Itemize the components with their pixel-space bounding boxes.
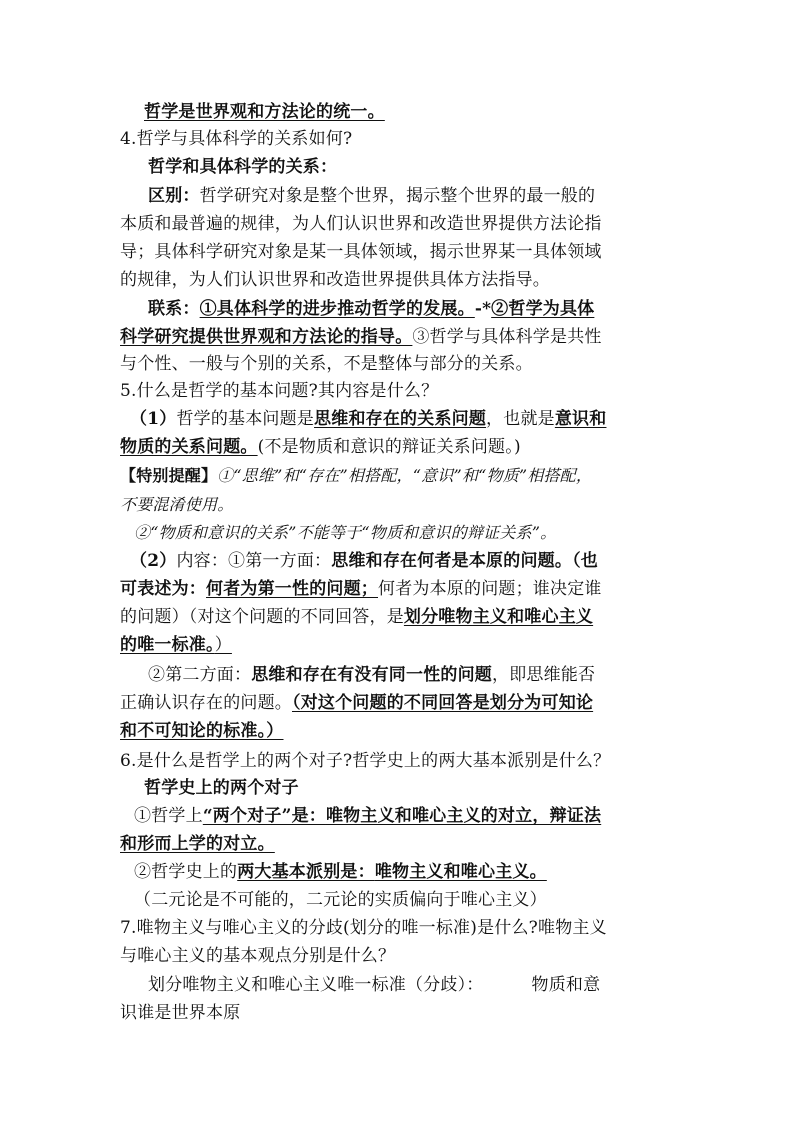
text-span: 识谁是世界本原 <box>120 1003 241 1023</box>
text-span: 的唯一标准。 <box>120 635 215 655</box>
text-line <box>120 434 680 460</box>
text-span: 物质和意 <box>531 975 601 995</box>
text-line <box>148 662 708 688</box>
text-line <box>120 690 680 716</box>
text-span: 思维和存在有没有同一性的问题 <box>251 665 493 685</box>
text-line <box>134 803 694 829</box>
reminder-label: 【特别提醒】 <box>120 466 218 485</box>
text-span: (不是物质和意识的辩证关系问题。) <box>257 437 521 457</box>
text-line <box>120 604 680 630</box>
question-heading <box>120 378 680 404</box>
text-span: 5.什么是哲学的基本问题?其内容是什么？ <box>120 381 439 401</box>
text-line <box>120 718 680 744</box>
text-span: （也 <box>572 551 598 571</box>
text-line <box>148 972 708 998</box>
text-line <box>120 1000 680 1026</box>
text-span: 6.是什么是哲学上的两个对子?哲学史上的两大基本派别是什么？ <box>120 751 611 771</box>
text-span: 可表述为： <box>120 579 206 599</box>
text-span: 7.唯物主义与唯心主义的分歧(划分的唯一标准)是什么?唯物主义 <box>120 918 607 938</box>
text-span: ②哲学为具体 <box>491 299 595 319</box>
text-span: 唯物主义和唯心主义。 <box>374 862 547 882</box>
text-span: 联系： <box>148 299 200 319</box>
text-span: 划分唯物主义和唯心主义 <box>403 607 594 627</box>
text-span: 科学研究提供世界观和方法论的指导。 <box>120 327 413 347</box>
text-span: 唯物主义和唯心主义的对立，辩证法 <box>325 806 602 826</box>
text-span: 和不可知论的标准。） <box>120 721 284 741</box>
text-span: 的规律，为人们认识世界和改造世界提供具体方法指导。 <box>120 270 550 290</box>
text-span: 哲学史上的两个对子 <box>144 778 299 798</box>
text-span: ②哲学史上的 <box>134 862 238 882</box>
text-span: ） <box>214 635 232 655</box>
text-span: 哲学和具体科学的关系： <box>148 157 338 177</box>
text-span: 物质的关系问题。 <box>120 437 258 457</box>
text-line <box>130 548 690 574</box>
text-span: 思维和存在何者是本原的问题。 <box>331 551 573 571</box>
text-span: ①哲学上 <box>134 806 203 826</box>
text-span: 何者为第一性的问题； <box>206 579 378 599</box>
text-span: （对这个问题的不同回答是划分为可知论 <box>292 693 594 713</box>
text-span: ②第二方面： <box>148 665 252 685</box>
text-span: ①“思维”和“存在”相搭配，“意识”和“物质”相搭配， <box>217 466 593 485</box>
reminder-line <box>120 463 680 489</box>
text-span: 正确认识存在的问题。 <box>120 693 292 713</box>
text-line <box>134 520 694 546</box>
text-line <box>120 239 680 265</box>
text-span: ②“物质和意识的关系”不能等于“物质和意识的辩证关系”。 <box>134 523 557 542</box>
text-line <box>120 351 680 377</box>
text-line <box>130 406 690 432</box>
text-line <box>120 324 680 350</box>
text-line <box>144 99 704 125</box>
text-line <box>148 296 708 322</box>
text-line <box>134 887 694 913</box>
text-line <box>134 859 694 885</box>
text-span: 哲学的基本问题是 <box>176 409 315 429</box>
question-heading <box>120 126 680 152</box>
text-span: -* <box>474 299 492 319</box>
text-span: （二元论是不可能的，二元论的实质偏向于唯心主义） <box>134 890 547 910</box>
text-span: 划分唯物主义和唯心主义唯一标准（分歧）： <box>148 975 484 995</box>
text-line <box>120 831 680 857</box>
text-span: （1） <box>130 409 177 429</box>
question-heading <box>120 943 680 969</box>
subheading <box>144 775 704 801</box>
text-span: 哲学研究对象是整个世界，揭示整个世界的最一般的 <box>199 186 596 206</box>
text-span: ①具体科学的进步推动哲学的发展。 <box>199 299 475 319</box>
text-span: “两个对子”是： <box>202 806 326 826</box>
subheading <box>148 154 708 180</box>
text-span: ，也就是 <box>486 409 555 429</box>
text-span: 与唯心主义的基本观点分别是什么？ <box>120 946 396 966</box>
text-span: 本质和最普遍的规律，为人们认识世界和改造世界提供方法论指 <box>120 214 602 234</box>
text-span: ，即思维能否 <box>492 665 596 685</box>
question-heading <box>120 748 680 774</box>
text-span: ③哲学与具体科学是共性 <box>412 327 602 347</box>
text-span: 区别： <box>148 186 200 206</box>
text-span: 和形而上学的对立。 <box>120 834 275 854</box>
text-span: 的问题）（对这个问题的不同回答，是 <box>120 607 404 627</box>
question-heading <box>120 915 680 941</box>
text-line <box>120 211 680 237</box>
text-span: 思维和存在的关系问题 <box>314 409 487 429</box>
text-line <box>120 267 680 293</box>
text-span: 不要混淆使用。 <box>120 495 234 514</box>
text-line <box>120 576 680 602</box>
text-span: （2） <box>130 551 177 571</box>
text-span: 意识和 <box>554 409 607 429</box>
text-span: 内容：①第一方面： <box>176 551 332 571</box>
text-span: 哲学是世界观和方法论的统一。 <box>144 102 385 122</box>
text-span: 何者为本原的问题；谁决定谁 <box>378 579 602 599</box>
text-span: 与个性、一般与个别的关系，不是整体与部分的关系。 <box>120 354 533 374</box>
text-span: 两大基本派别是： <box>237 862 375 882</box>
text-line <box>120 492 680 518</box>
text-span: 4.哲学与具体科学的关系如何? <box>120 129 353 149</box>
text-line <box>120 632 680 658</box>
text-span: 导；具体科学研究对象是某一具体领域，揭示世界某一具体领域 <box>120 242 602 262</box>
text-line <box>148 183 708 209</box>
